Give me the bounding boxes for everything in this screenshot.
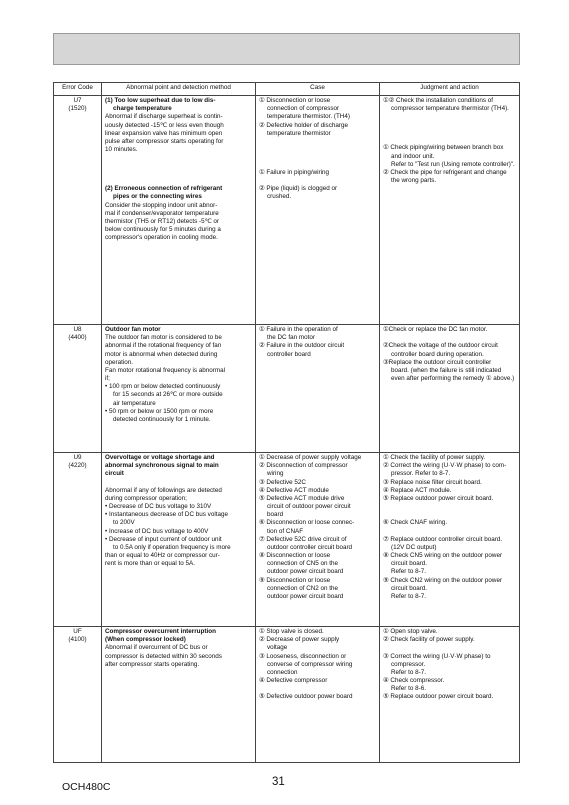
text-line: • Instantaneous decrease of DC bus voltage	[105, 511, 228, 519]
text-line: ③Replace the outdoor circuit controller	[383, 358, 492, 366]
text-line: if;	[105, 375, 110, 383]
text-line	[383, 511, 516, 519]
text-line: ① Failure in piping/wiring	[259, 168, 330, 176]
error-code-cell	[54, 325, 102, 453]
text-line	[105, 479, 252, 487]
col-header-abnormal-point: Abnormal point and detection method	[102, 83, 256, 96]
method-title: circuit	[105, 470, 124, 478]
text-line: the wrong parts.	[391, 177, 437, 185]
text-line: ② Disconnection of compressor	[259, 462, 348, 470]
text-line: controller board	[267, 350, 311, 358]
text-line: ① Failure in the operation of	[259, 326, 338, 333]
text-line: ⑤ Defective outdoor power board	[259, 693, 353, 701]
error-code: U7	[73, 97, 82, 104]
text-line: detected continuously for 1 minute.	[113, 415, 211, 423]
text-line: Refer to 8-7.	[391, 592, 426, 600]
method-title: charge temperature	[113, 105, 172, 113]
text-line: 10 minutes.	[105, 146, 138, 154]
text-line: ⑧ Check CN5 wiring on the outdoor power	[383, 552, 503, 560]
method-title: Compressor overcurrent interruption	[105, 628, 216, 635]
block-spacer	[105, 154, 252, 185]
text-line: ② Check facility of power supply.	[383, 636, 475, 644]
text-line: ②Check the voltage of the outdoor circuit	[383, 342, 498, 350]
text-line: Abnormal if overcurrent of DC bus or	[105, 644, 208, 652]
text-line: ③ Defective 52C	[259, 478, 306, 486]
text-line: Consider the stopping indoor unit abnor-	[105, 201, 218, 209]
text-line: crushed.	[267, 193, 292, 201]
text-line	[383, 644, 516, 652]
text-line: abnormal if the rotational frequency of fan	[105, 342, 222, 350]
text-line: mal if condenser/evaporator temperature	[105, 209, 219, 217]
table-row	[54, 325, 520, 453]
text-line: The outdoor fan motor is considered to be	[105, 334, 222, 342]
text-line	[383, 334, 516, 342]
text-line: converse of compressor wiring	[267, 660, 353, 668]
text-line: connection	[267, 668, 298, 676]
text-line: outdoor power circuit board	[267, 592, 344, 600]
text-line: ① Disconnection or loose	[259, 97, 331, 104]
method-title: (1) Too low superheat due to low dis-	[105, 97, 216, 104]
text-line: Refer to 8-7.	[391, 668, 426, 676]
method-block	[105, 326, 252, 424]
text-line: compressor's operation in cooling mode.	[105, 234, 218, 242]
text-line: ② Pipe (liquid) is clogged or	[259, 185, 338, 193]
error-code: U9	[73, 454, 82, 461]
text-line: board. (when the failure is still indicated	[391, 366, 502, 374]
method-block	[105, 454, 252, 568]
text-line: outdoor controller circuit board	[267, 543, 353, 551]
text-line	[259, 685, 376, 693]
method-title: pipes or the connecting wires	[113, 193, 202, 201]
text-line: ② Failure in the outdoor circuit	[259, 342, 345, 350]
text-line: Refer to "Test run (Using remote controller)".	[391, 160, 515, 168]
text-line: ④ Check compressor.	[383, 677, 445, 685]
text-line: ④ Replace ACT module.	[383, 486, 452, 494]
text-line: tion of CNAF	[267, 527, 304, 535]
text-line: compressor.	[391, 660, 426, 668]
text-line: thermistor (TH5 or RT12) detects -5℃ or	[105, 217, 220, 225]
text-line: ⑦ Defective 52C drive circuit of	[259, 535, 347, 543]
method-block	[105, 185, 252, 242]
text-line: ① Open stop valve.	[383, 628, 438, 635]
text-line: ⑨ Check CN2 wiring on the outdoor power	[383, 576, 503, 584]
judgment-cell	[380, 96, 520, 325]
text-line: ⑥ Check CNAF wiring.	[383, 519, 448, 527]
case-cell	[256, 325, 380, 453]
text-line: • Decrease of DC bus voltage to 310V	[105, 503, 212, 511]
col-header-judgment: Judgment and action	[380, 83, 520, 96]
text-line: pulse after compressor starts operating for	[105, 137, 224, 145]
text-line: ④ Defective compressor	[259, 677, 328, 685]
text-line: voltage	[267, 644, 288, 652]
abnormal-point-cell	[102, 453, 256, 627]
abnormal-point-cell	[102, 627, 256, 763]
text-line: circuit of outdoor power circuit	[267, 503, 351, 511]
text-line: ⑤ Replace outdoor power circuit board.	[383, 693, 494, 701]
judgment-cell	[380, 325, 520, 453]
text-line: ⑤ Defective ACT module drive	[259, 494, 345, 502]
case-block	[259, 97, 376, 138]
text-line: (12V DC output)	[391, 543, 437, 551]
text-line: for 15 seconds at 26℃ or more outside	[113, 391, 223, 399]
text-line: ⑥ Disconnection or loose connec-	[259, 519, 355, 527]
col-header-case: Case	[256, 83, 380, 96]
text-line: and indoor unit.	[391, 152, 435, 160]
text-line: Abnormal if any of followings are detected	[105, 486, 222, 494]
error-code-number: (1520)	[68, 105, 87, 113]
error-code-number: (4100)	[68, 636, 87, 644]
table-row	[54, 453, 520, 627]
action-block	[383, 144, 516, 185]
text-line: ① Check piping/wiring between branch box	[383, 144, 504, 152]
error-code-number: (4400)	[68, 334, 87, 342]
text-line: controller board during operation.	[391, 350, 484, 358]
header-bar	[53, 33, 520, 65]
text-line: than or equal to 40Hz or compressor cur-	[105, 552, 220, 560]
text-line: linear expansion valve has minimum open	[105, 129, 223, 137]
table-row	[54, 627, 520, 763]
text-line: • 100 rpm or below detected continuously	[105, 383, 221, 391]
text-line: board	[267, 511, 284, 519]
text-line: Abnormal if discharge superheat is contin-	[105, 113, 223, 121]
text-line: ② Check the pipe for refrigerant and change	[383, 168, 507, 176]
action-block	[383, 628, 516, 702]
text-line: Refer to 8-7.	[391, 568, 426, 576]
method-title: abnormal synchronous signal to main	[105, 462, 219, 470]
text-line: motor is abnormal when detected during	[105, 350, 218, 358]
block-spacer	[259, 138, 376, 169]
text-line: ⑧ Disconnection or loose	[259, 552, 331, 560]
error-code-number: (4220)	[68, 462, 87, 470]
text-line: temperature thermistor	[267, 129, 331, 137]
text-line: ③ Correct the wiring (U·V·W phase) to	[383, 652, 491, 660]
text-line: uously detected -15℃ or less even though	[105, 121, 224, 129]
text-line: ③ Looseness, disconnection or	[259, 652, 347, 660]
error-code-cell	[54, 627, 102, 763]
text-line	[259, 177, 376, 185]
text-line: the DC fan motor	[267, 334, 315, 342]
abnormal-point-cell	[102, 96, 256, 325]
text-line: Refer to 8-6.	[391, 685, 426, 693]
text-line: to 0.5A only if operation frequency is more	[113, 543, 231, 551]
text-line: ①② Check the installation conditions of	[383, 97, 493, 104]
method-title: (When compressor locked)	[105, 636, 186, 644]
text-line: ⑦ Replace outdoor controller circuit board.	[383, 535, 503, 543]
text-line: connection of CN2 on the	[267, 584, 339, 592]
text-line: pressor. Refer to 8-7.	[391, 470, 451, 478]
col-header-error-code: Error Code	[54, 83, 102, 96]
text-line: • Increase of DC bus voltage to 400V	[105, 527, 209, 535]
error-code: UF	[73, 628, 82, 635]
case-block	[259, 454, 376, 601]
action-block	[383, 326, 516, 383]
text-line: ① Decrease of power supply voltage	[259, 454, 362, 461]
action-block	[383, 454, 516, 601]
error-code-cell	[54, 96, 102, 325]
footer-model: OCH480C	[62, 781, 111, 793]
text-line: ① Stop valve is closed.	[259, 628, 324, 635]
abnormal-point-cell	[102, 325, 256, 453]
method-title: Outdoor fan motor	[105, 326, 161, 333]
error-code-table	[53, 82, 520, 763]
text-line: temperature thermistor. (TH4)	[267, 113, 350, 121]
text-line: ①Check or replace the DC fan motor.	[383, 326, 488, 333]
text-line: connection of CN5 on the	[267, 560, 339, 568]
text-line: ② Decrease of power supply	[259, 636, 340, 644]
text-line: wiring	[267, 470, 284, 478]
text-line	[383, 503, 516, 511]
text-line: circuit board.	[391, 560, 428, 568]
case-block	[259, 326, 376, 359]
text-line: below continuously for 5 minutes during a	[105, 226, 221, 234]
text-line: compressor temperature thermistor (TH4).	[391, 105, 509, 113]
text-line: ④ Defective ACT module	[259, 486, 329, 494]
text-line: ⑤ Replace outdoor power circuit board.	[383, 494, 494, 502]
method-title: Overvoltage or voltage shortage and	[105, 454, 215, 461]
judgment-cell	[380, 453, 520, 627]
text-line: ② Correct the wiring (U·V·W phase) to com-	[383, 462, 507, 470]
table-header-row	[54, 83, 520, 96]
text-line: after compressor starts operating.	[105, 660, 200, 668]
judgment-cell	[380, 627, 520, 763]
text-line: connection of compressor	[267, 105, 340, 113]
page-number: 31	[272, 776, 285, 788]
text-line: to 200V	[113, 519, 135, 527]
text-line: compressor is detected within 30 seconds	[105, 652, 222, 660]
action-block	[383, 97, 516, 113]
text-line: rent is more than or equal to 5A.	[105, 560, 195, 568]
table-row	[54, 96, 520, 325]
block-spacer	[383, 113, 516, 144]
text-line: Fan motor rotational frequency is abnormal	[105, 366, 226, 374]
text-line: • Decrease of input current of outdoor unit	[105, 535, 222, 543]
text-line: even after performing the remedy ① above.)	[391, 375, 515, 383]
case-block	[259, 628, 376, 702]
text-line: ⑨ Disconnection or loose	[259, 576, 331, 584]
case-cell	[256, 453, 380, 627]
text-line: outdoor power circuit board	[267, 568, 344, 576]
text-line: circuit board.	[391, 584, 428, 592]
text-line: ① Check the facility of power supply.	[383, 454, 486, 461]
method-block	[105, 628, 252, 669]
method-block	[105, 97, 252, 154]
text-line	[383, 528, 516, 536]
text-line: operation.	[105, 358, 134, 366]
case-cell	[256, 627, 380, 763]
method-title: (2) Erroneous connection of refrigerant	[105, 185, 223, 193]
error-code-cell	[54, 453, 102, 627]
text-line: air temperature	[113, 399, 156, 407]
text-line: ③ Replace noise filter circuit board.	[383, 478, 482, 486]
case-cell	[256, 96, 380, 325]
text-line: ② Defective holder of discharge	[259, 121, 348, 129]
text-line: • 50 rpm or below or 1500 rpm or more	[105, 407, 214, 415]
text-line: during compressor operation;	[105, 494, 187, 502]
case-block	[259, 169, 376, 202]
error-code: U8	[73, 326, 82, 333]
